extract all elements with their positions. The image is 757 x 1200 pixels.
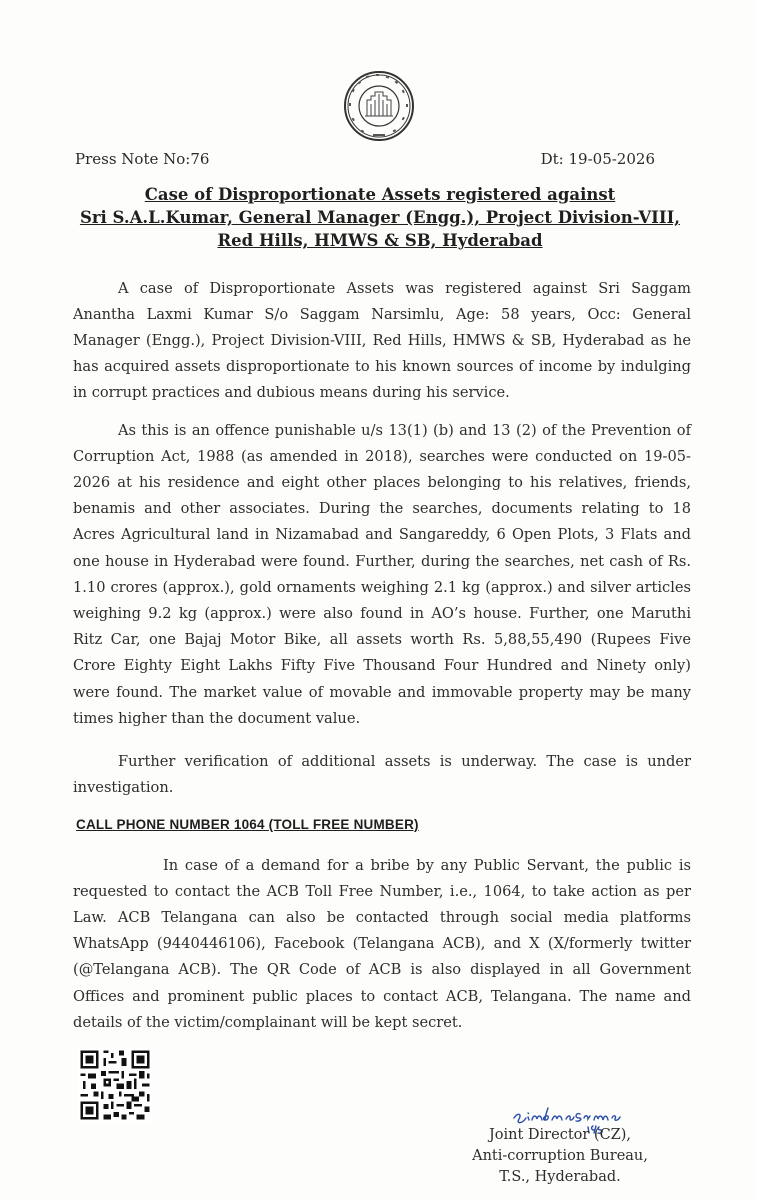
toll-free-paragraph: In case of a demand for a bribe by any Public Servant, the public is requested to contact the ACB Toll Free Number, i.e., 1064, to take action as per Law. ACB Telangana can also be contacted through social media platforms WhatsApp (9440446106), Facebook (Telangana ACB), and X (X/formerly twitter (@Telangana ACB). The QR Code of ACB is also displayed in all Government Offices and prominent public places to contact ACB, Telangana. The name and details of the victim/complainant will be kept secret. — [73, 856, 691, 1031]
press-note-number: Press Note No:76 — [75, 150, 210, 168]
government-emblem-icon — [343, 70, 415, 142]
signatory-office: Anti-corruption Bureau, — [472, 1148, 648, 1164]
signatory-designation: Joint Director (CZ), — [488, 1127, 632, 1143]
page-title — [40, 183, 720, 252]
qr-code-icon — [78, 1048, 152, 1122]
title-line-3: Red Hills, HMWS & SB, Hyderabad — [217, 231, 543, 250]
signatory-location: T.S., Hyderabad. — [499, 1169, 621, 1185]
press-note-date: Dt: 19-05-2026 — [540, 150, 655, 168]
body-paragraph-3: Further verification of additional assets is underway. The case is under investigation. — [73, 752, 691, 796]
signatory-block — [470, 1125, 650, 1188]
body-paragraph-1: A case of Disproportionate Assets was registered against Sri Saggam Anantha Laxmi Kumar S/o Saggam Narsimlu, Age: 58 years, Occ: General Manager (Engg.), Project Division-VIII, Red Hills, HMWS & SB, Hyderabad as he has acquired assets disproportionate to his known sources of income by indulging in corrupt practices and dubious means during his service. — [73, 279, 691, 402]
title-line-1: Case of Disproportionate Assets registered against — [144, 185, 616, 204]
toll-free-heading: CALL PHONE NUMBER 1064 (TOLL FREE NUMBER) — [76, 817, 419, 832]
title-line-2: Sri S.A.L.Kumar, General Manager (Engg.), Project Division-VIII, — [79, 208, 681, 227]
body-paragraph-2: As this is an offence punishable u/s 13(1) (b) and 13 (2) of the Prevention of Corruption Act, 1988 (as amended in 2018), searches were conducted on 19-05-2026 at his residence and eight other places belonging to his relatives, friends, benamis and other associates. During the searches, documents relating to 18 Acres Agricultural land in Nizamabad and Sangareddy, 6 Open Plots, 3 Flats and one house in Hyderabad were found. Further, during the searches, net cash of Rs. 1.10 crores (approx.), gold ornaments weighing 2.1 kg (approx.) and silver articles weighing 9.2 kg (approx.) were also found in AO’s house. Further, one Maruthi Ritz Car, one Bajaj Motor Bike, all assets worth Rs. 5,88,55,490 (Rupees Five Crore Eighty Eight Lakhs Fifty Five Thousand Four Hundred and Ninety only) were found. The market value of movable and immovable property may be many times higher than the document value. — [73, 421, 691, 727]
